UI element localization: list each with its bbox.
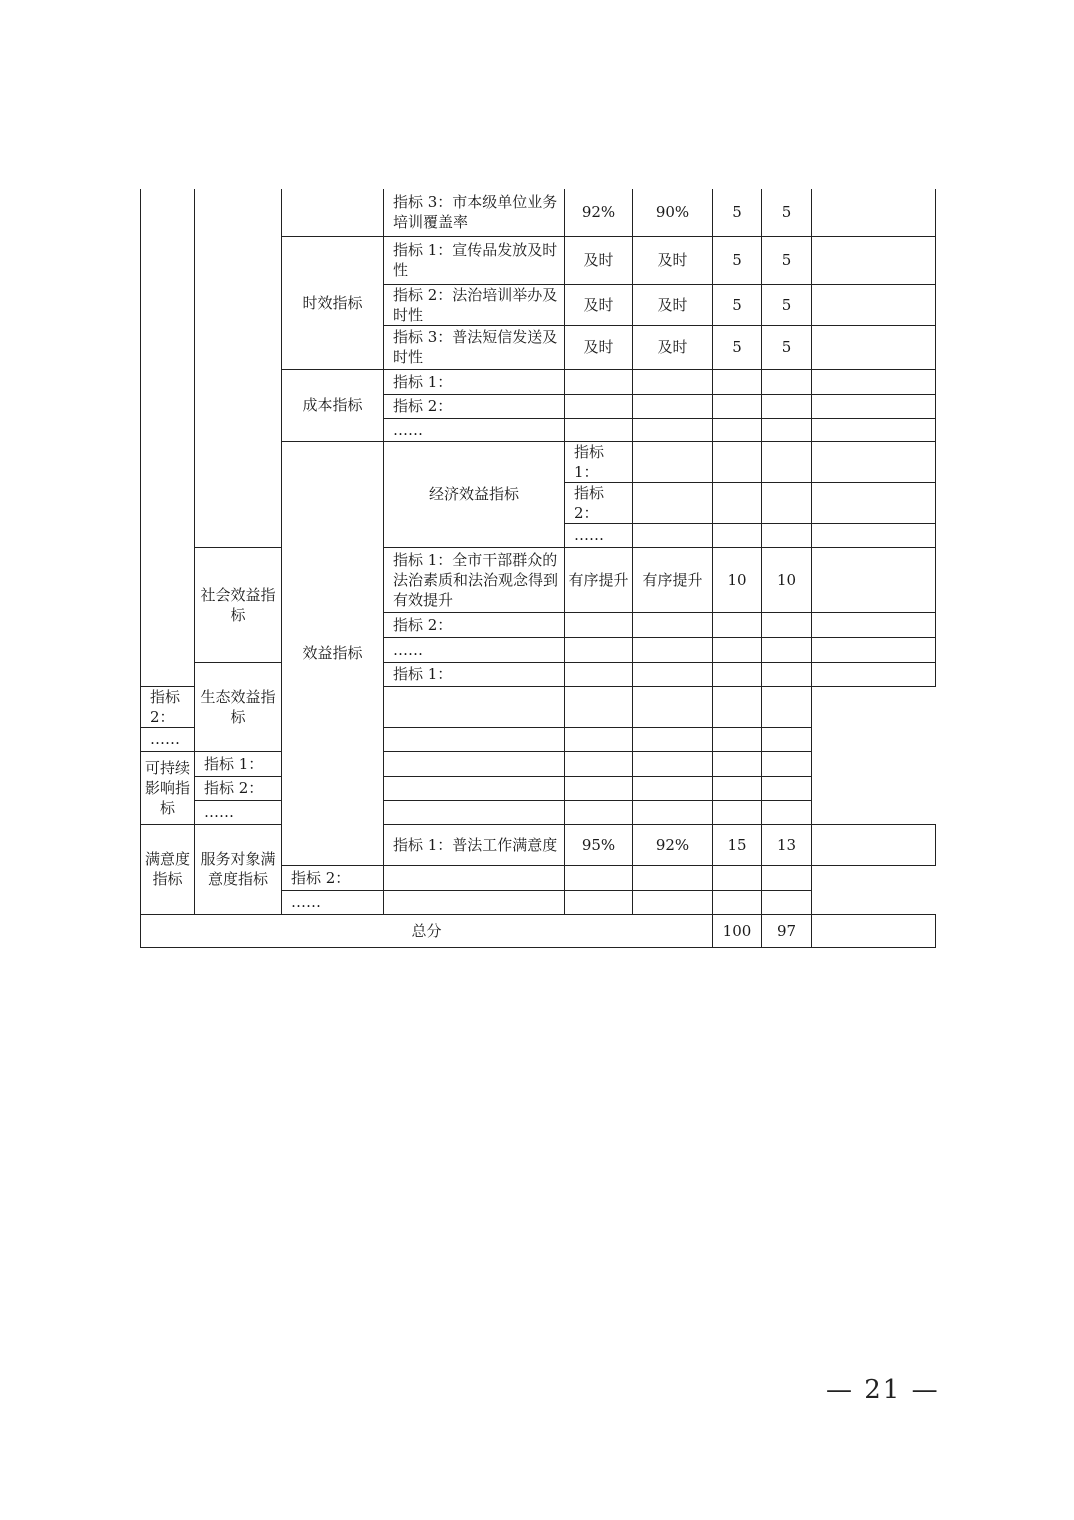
indicator-name: 指标 3：市本级单位业务培训覆盖率 [384,189,565,236]
total-label: 总分 [141,914,713,947]
weight-value: 5 [713,284,762,325]
table-row [141,800,936,824]
table-row [141,662,936,686]
note-cell [812,284,936,325]
target-value: 92% [565,189,633,236]
indicator-name: 指标 2： [195,776,282,800]
score-value: 5 [762,325,812,369]
weight-value: 5 [713,236,762,284]
total-score: 97 [762,914,812,947]
indicator-name: 指标 3：普法短信发送及时性 [384,325,565,369]
subcategory-cost: 成本指标 [282,369,384,441]
actual-value: 及时 [633,325,713,369]
indicator-name: 指标 1：宣传品发放及时性 [384,236,565,284]
target-value: 及时 [565,284,633,325]
note-cell [812,914,936,947]
indicator-name: …… [565,523,633,547]
target-value: 有序提升 [565,547,633,612]
subcategory-ecological: 生态效益指标 [195,662,282,751]
actual-value: 90% [633,189,713,236]
weight-value: 10 [713,547,762,612]
indicator-name: 指标 2：法治培训举办及时性 [384,284,565,325]
indicator-name: 指标 2： [384,612,565,637]
category-cell [195,189,282,547]
note-cell [812,236,936,284]
weight-value: 15 [713,824,762,865]
performance-table [140,189,936,948]
actual-value: 92% [633,824,713,865]
indicator-name: 指标 1： [565,441,633,482]
indicator-name: 指标 1：全市干部群众的法治素质和法治观念得到有效提升 [384,547,565,612]
note-cell [812,189,936,236]
score-value: 5 [762,189,812,236]
indicator-name: …… [384,637,565,662]
total-row [141,914,936,947]
outer-category-cell [141,189,195,686]
indicator-name: 指标 2： [282,865,384,890]
indicator-name: …… [384,418,565,441]
indicator-name: 指标 2： [141,686,195,727]
score-value: 5 [762,236,812,284]
indicator-name: …… [282,890,384,914]
table-row [141,547,936,612]
subcategory-cell [282,189,384,236]
indicator-name: 指标 1： [384,369,565,394]
indicator-name: …… [195,800,282,824]
target-value: 95% [565,824,633,865]
score-value: 10 [762,547,812,612]
indicator-name: 指标 2： [384,394,565,418]
indicator-name: …… [141,727,195,751]
table-row [141,189,936,236]
total-weight: 100 [713,914,762,947]
indicator-name: 指标 1：普法工作满意度 [384,824,565,865]
weight-value: 5 [713,325,762,369]
table-row [141,776,936,800]
score-value: 13 [762,824,812,865]
weight-value: 5 [713,189,762,236]
subcategory-sustainable: 可持续影响指标 [141,751,195,824]
note-cell [812,325,936,369]
indicator-name: 指标 1： [384,662,565,686]
subcategory-satisfaction: 服务对象满意度指标 [195,824,282,914]
table-row [141,751,936,776]
target-value: 及时 [565,236,633,284]
score-value: 5 [762,284,812,325]
actual-value: 有序提升 [633,547,713,612]
category-satisfaction: 满意度指标 [141,824,195,914]
subcategory-social: 社会效益指标 [195,547,282,662]
actual-value: 及时 [633,284,713,325]
table-row [141,824,936,865]
target-value: 及时 [565,325,633,369]
indicator-name: 指标 1： [195,751,282,776]
category-benefit: 效益指标 [282,441,384,865]
page-number: — 21 — [826,1375,940,1405]
actual-value: 及时 [633,236,713,284]
indicator-name: 指标 2： [565,482,633,523]
subcategory-timeliness: 时效指标 [282,236,384,369]
subcategory-economic: 经济效益指标 [384,441,565,547]
